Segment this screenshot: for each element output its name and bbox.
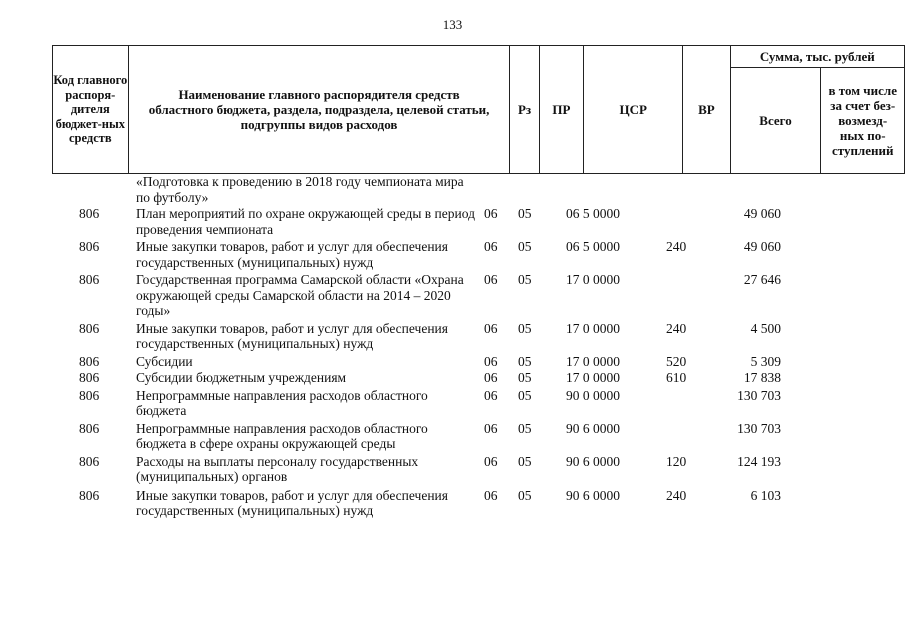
row-name: Непрограммные направления расходов областного бюджета в сфере охраны окружающей среды bbox=[136, 420, 428, 451]
row-csr: 17 0 0000 bbox=[566, 320, 620, 336]
row-pr: 05 bbox=[518, 370, 532, 385]
row-rz: 06 bbox=[484, 320, 498, 336]
row-code: 806 bbox=[79, 320, 100, 336]
header-vr: ВР bbox=[683, 46, 730, 174]
row-csr: 90 0 0000 bbox=[566, 387, 620, 403]
row-code: 806 bbox=[79, 239, 100, 254]
row-total: 130 703 bbox=[737, 387, 781, 403]
page-number: 133 bbox=[442, 17, 463, 32]
row-name: «Подготовка к проведению в 2018 году чемпионата мира по футболу» bbox=[136, 174, 464, 205]
row-csr: 17 0 0000 bbox=[566, 370, 620, 385]
row-name: Государственная программа Самарской области «Охрана окружающей среды Самарской области на 2014 – 2020 годы» bbox=[136, 272, 464, 318]
row-pr: 05 bbox=[518, 387, 532, 403]
table-row bbox=[52, 174, 881, 205]
row-total: 49 060 bbox=[743, 239, 781, 254]
row-code: 806 bbox=[79, 420, 100, 436]
table-row bbox=[52, 488, 881, 519]
table-body bbox=[52, 174, 881, 519]
row-pr: 05 bbox=[518, 239, 532, 254]
row-csr: 17 0 0000 bbox=[566, 353, 620, 369]
row-rz: 06 bbox=[484, 387, 498, 403]
header-rz: Рз bbox=[510, 46, 539, 174]
row-code: 806 bbox=[79, 353, 100, 369]
row-rz: 06 bbox=[484, 370, 498, 385]
row-total: 49 060 bbox=[743, 206, 781, 221]
table-row bbox=[52, 421, 881, 452]
header-name: Наименование главного распорядителя средств областного бюджета, раздела, подраздела, целевой статьи, подгруппы видов расходов bbox=[128, 46, 510, 174]
row-code: 806 bbox=[79, 370, 100, 385]
row-name: План мероприятий по охране окружающей среды в период проведения чемпионата bbox=[136, 206, 475, 237]
table-row bbox=[52, 388, 881, 419]
row-vr: 240 bbox=[666, 320, 687, 336]
row-pr: 05 bbox=[518, 420, 532, 436]
row-vr: 240 bbox=[666, 487, 687, 503]
row-code: 806 bbox=[79, 487, 100, 503]
row-vr: 520 bbox=[666, 353, 687, 369]
row-pr: 05 bbox=[518, 272, 532, 287]
row-total: 124 193 bbox=[737, 453, 781, 469]
header-csr: ЦСР bbox=[584, 46, 683, 174]
row-vr: 120 bbox=[666, 453, 687, 469]
row-pr: 05 bbox=[518, 487, 532, 503]
row-rz: 06 bbox=[484, 353, 498, 369]
row-code: 806 bbox=[79, 206, 100, 221]
row-name: Субсидии bbox=[136, 353, 193, 369]
row-pr: 05 bbox=[518, 353, 532, 369]
row-pr: 05 bbox=[518, 320, 532, 336]
row-rz: 06 bbox=[484, 420, 498, 436]
row-code: 806 bbox=[79, 453, 100, 469]
row-rz: 06 bbox=[484, 487, 498, 503]
table-header bbox=[52, 45, 905, 174]
row-total: 27 646 bbox=[743, 272, 781, 287]
row-rz: 06 bbox=[484, 206, 498, 221]
row-name: Субсидии бюджетным учреждениям bbox=[136, 370, 347, 385]
row-pr: 05 bbox=[518, 453, 532, 469]
row-csr: 90 6 0000 bbox=[566, 420, 620, 436]
row-total: 130 703 bbox=[737, 420, 781, 436]
row-name: Иные закупки товаров, работ и услуг для обеспечения государственных (муниципальных) нужд bbox=[136, 320, 448, 351]
header-pr: ПР bbox=[539, 46, 584, 174]
row-csr: 17 0 0000 bbox=[566, 272, 620, 287]
row-vr: 610 bbox=[666, 370, 687, 385]
row-total: 5 309 bbox=[750, 353, 781, 369]
row-total: 6 103 bbox=[750, 487, 781, 503]
row-csr: 90 6 0000 bbox=[566, 453, 620, 469]
row-name: Иные закупки товаров, работ и услуг для обеспечения государственных (муниципальных) нужд bbox=[136, 487, 448, 518]
header-total: Всего bbox=[730, 68, 821, 174]
table-row bbox=[52, 370, 881, 386]
header-code: Код главного распоря-дителя бюджет-ных средств bbox=[53, 46, 129, 174]
row-rz: 06 bbox=[484, 272, 498, 287]
row-name: Расходы на выплаты персоналу государственных (муниципальных) органов bbox=[136, 453, 419, 484]
header-gratuitous: в том числе за счет без-возмезд-ных по-ступлений bbox=[821, 68, 905, 174]
row-rz: 06 bbox=[484, 239, 498, 254]
table-row bbox=[52, 272, 881, 319]
table-row bbox=[52, 239, 881, 270]
row-rz: 06 bbox=[484, 453, 498, 469]
row-name: Непрограммные направления расходов областного бюджета bbox=[136, 387, 428, 418]
row-total: 17 838 bbox=[743, 370, 781, 385]
row-pr: 05 bbox=[518, 206, 532, 221]
header-sum: Сумма, тыс. рублей bbox=[730, 46, 904, 68]
row-csr: 06 5 0000 bbox=[566, 206, 620, 221]
table-row bbox=[52, 206, 881, 237]
table-row bbox=[52, 321, 881, 352]
row-code: 806 bbox=[79, 272, 100, 287]
row-csr: 90 6 0000 bbox=[566, 487, 620, 503]
row-vr: 240 bbox=[666, 239, 687, 254]
row-code: 806 bbox=[79, 387, 100, 403]
table-row bbox=[52, 454, 881, 485]
row-name: Иные закупки товаров, работ и услуг для обеспечения государственных (муниципальных) нужд bbox=[136, 239, 448, 270]
row-csr: 06 5 0000 bbox=[566, 239, 620, 254]
table-row bbox=[52, 354, 881, 370]
row-total: 4 500 bbox=[750, 320, 781, 336]
